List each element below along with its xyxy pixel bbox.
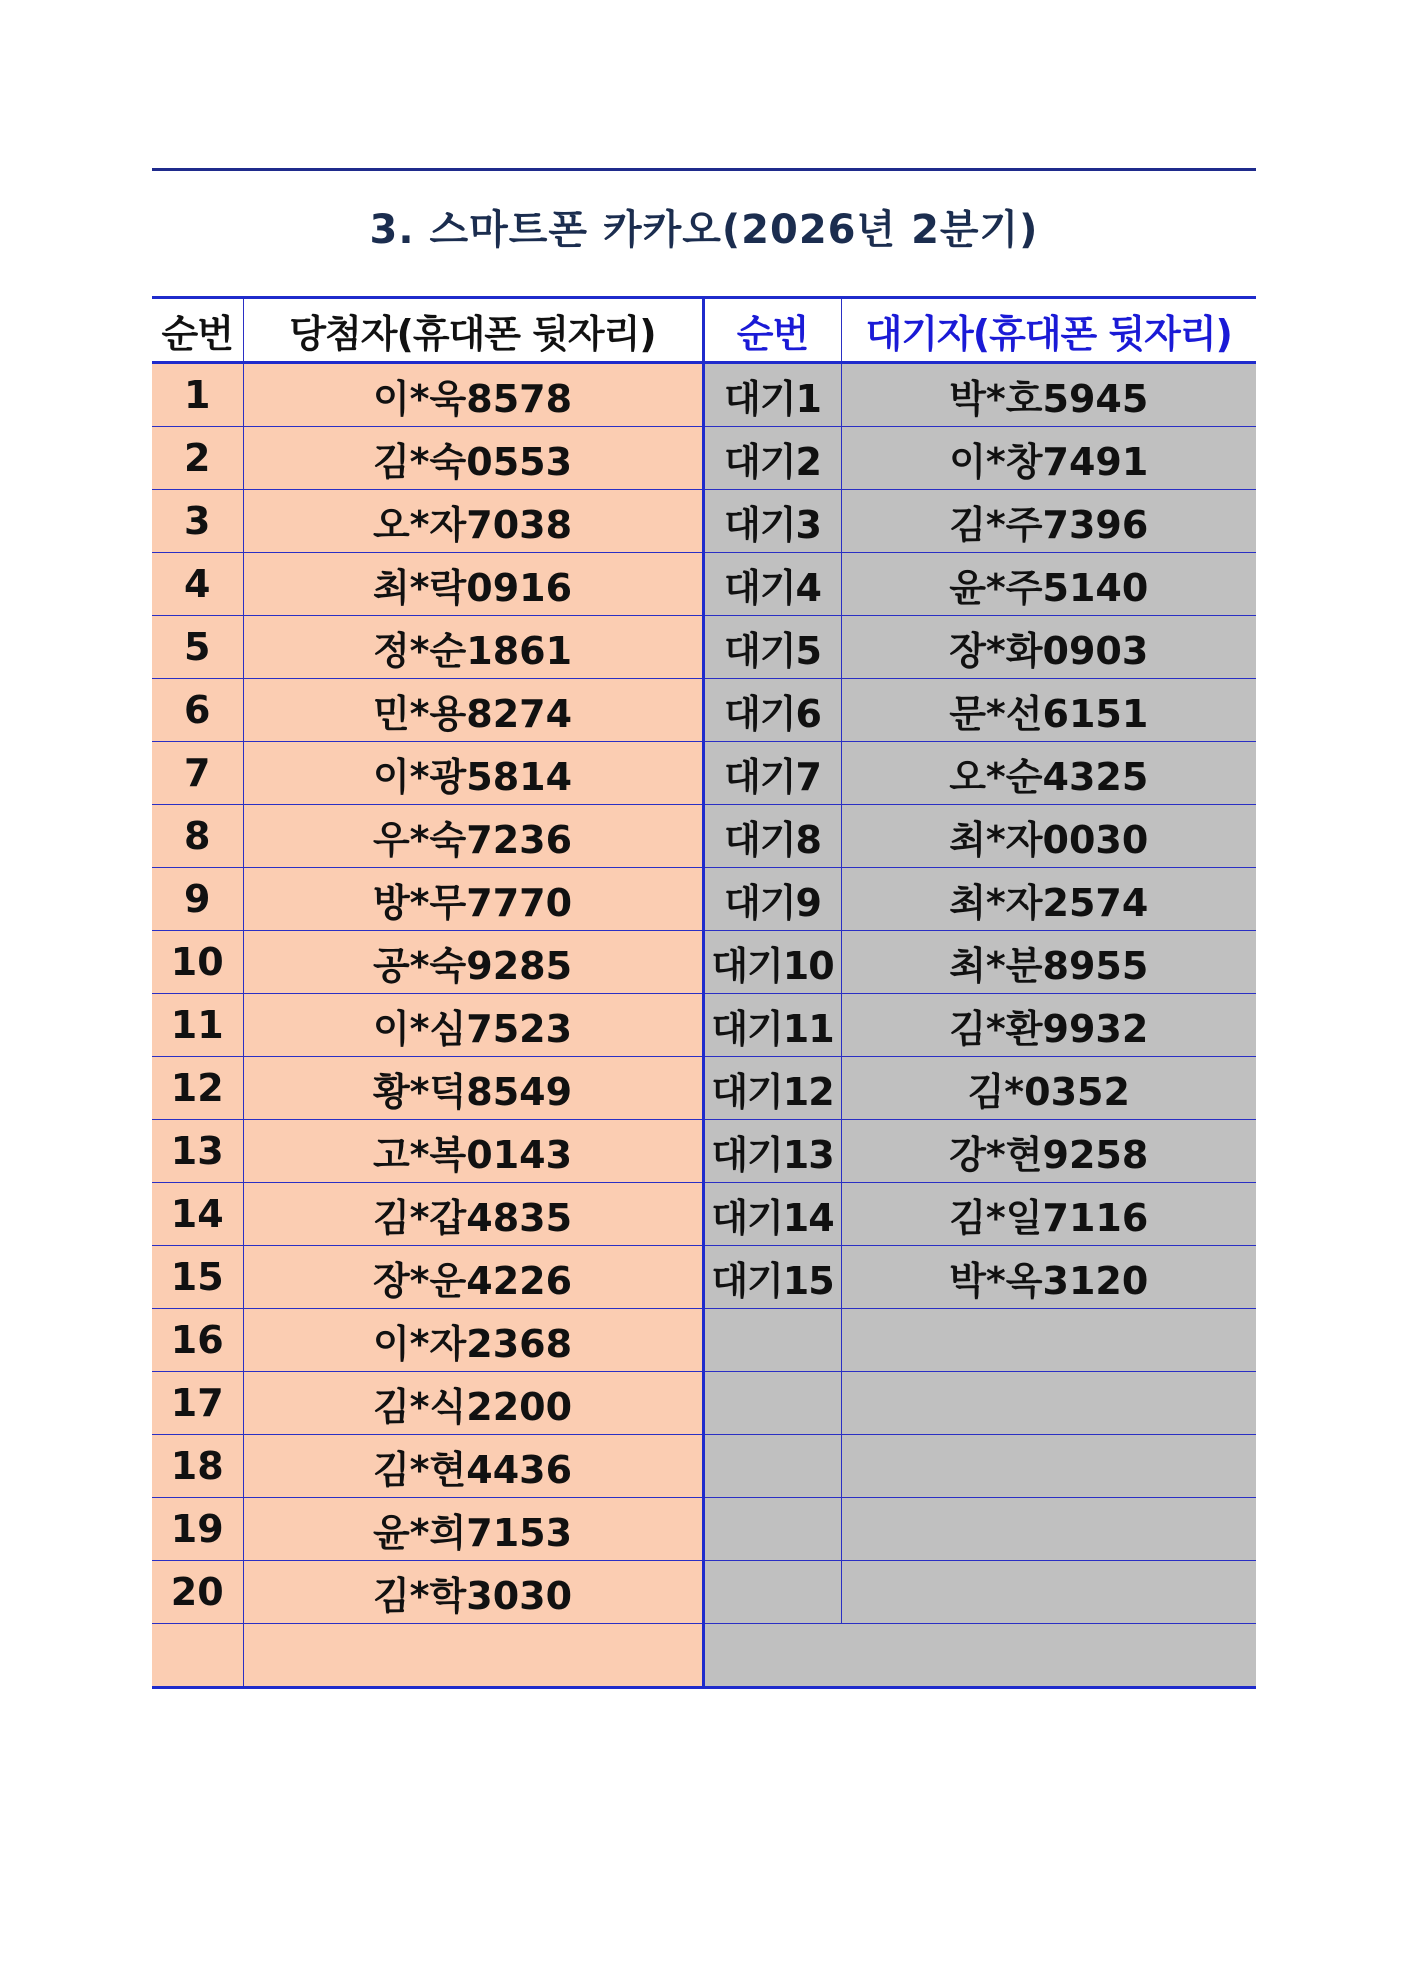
winner-name-cell: 민*용8274 [243,679,703,742]
table-row [152,742,1256,805]
waiting-name-cell: 김*0352 [841,1057,1256,1120]
winner-rank-cell: 6 [152,679,243,742]
table-row [152,616,1256,679]
waiting-name-cell: 김*환9932 [841,994,1256,1057]
waiting-rank-cell [703,1372,841,1435]
winner-name-cell: 김*식2200 [243,1372,703,1435]
winner-name-cell: 김*학3030 [243,1561,703,1624]
table-row [152,1624,1256,1688]
waiting-rank-cell: 대기10 [703,931,841,994]
winner-name-cell: 김*갑4835 [243,1183,703,1246]
winner-rank-cell: 17 [152,1372,243,1435]
winner-rank-cell [152,1624,243,1688]
lottery-table [152,296,1256,1689]
table-row [152,679,1256,742]
table-row [152,1372,1256,1435]
header-row [152,298,1256,363]
table-row [152,1057,1256,1120]
winner-name-cell: 황*덕8549 [243,1057,703,1120]
header-waiting-no: 순번 [703,298,841,363]
waiting-name-cell: 최*자0030 [841,805,1256,868]
winner-rank-cell: 8 [152,805,243,868]
winner-rank-cell: 7 [152,742,243,805]
winner-name-cell: 최*락0916 [243,553,703,616]
waiting-name-cell [841,1309,1256,1372]
table-row [152,994,1256,1057]
waiting-name-cell: 최*분8955 [841,931,1256,994]
winner-name-cell: 방*무7770 [243,868,703,931]
waiting-rank-cell: 대기13 [703,1120,841,1183]
winner-rank-cell: 16 [152,1309,243,1372]
page-title: 3. 스마트폰 카카오(2026년 2분기) [369,207,1039,253]
header-winner-no: 순번 [152,298,243,363]
waiting-name-cell [841,1435,1256,1498]
waiting-name-cell: 박*옥3120 [841,1246,1256,1309]
waiting-name-cell: 김*일7116 [841,1183,1256,1246]
waiting-rank-cell: 대기11 [703,994,841,1057]
winner-rank-cell: 4 [152,553,243,616]
waiting-rank-cell: 대기2 [703,427,841,490]
table-row [152,490,1256,553]
header-winner: 당첨자(휴대폰 뒷자리) [243,298,703,363]
table-row [152,427,1256,490]
winner-name-cell: 오*자7038 [243,490,703,553]
winner-name-cell: 정*순1861 [243,616,703,679]
waiting-name-cell: 김*주7396 [841,490,1256,553]
winner-rank-cell: 19 [152,1498,243,1561]
table-row [152,931,1256,994]
waiting-name-cell: 이*창7491 [841,427,1256,490]
waiting-name-cell: 문*선6151 [841,679,1256,742]
winner-rank-cell: 12 [152,1057,243,1120]
waiting-name-cell: 윤*주5140 [841,553,1256,616]
table-row [152,363,1256,427]
table-row [152,1120,1256,1183]
table-row [152,1309,1256,1372]
winner-rank-cell: 15 [152,1246,243,1309]
winner-rank-cell: 18 [152,1435,243,1498]
waiting-rank-cell [703,1498,841,1561]
waiting-name-cell: 오*순4325 [841,742,1256,805]
winner-rank-cell: 5 [152,616,243,679]
table-row [152,1435,1256,1498]
waiting-name-cell: 박*호5945 [841,363,1256,427]
table-row [152,868,1256,931]
waiting-rank-cell: 대기3 [703,490,841,553]
waiting-rank-cell [703,1561,841,1624]
winner-name-cell: 윤*희7153 [243,1498,703,1561]
table-row [152,1498,1256,1561]
winner-rank-cell: 2 [152,427,243,490]
table-row [152,553,1256,616]
winner-name-cell: 이*광5814 [243,742,703,805]
waiting-rank-cell: 대기14 [703,1183,841,1246]
top-rule [152,168,1256,171]
winner-rank-cell: 1 [152,363,243,427]
winner-rank-cell: 13 [152,1120,243,1183]
table-row [152,805,1256,868]
winner-rank-cell: 9 [152,868,243,931]
waiting-name-cell: 강*현9258 [841,1120,1256,1183]
waiting-rank-cell: 대기1 [703,363,841,427]
waiting-rank-cell: 대기6 [703,679,841,742]
waiting-empty-cell [703,1624,1256,1688]
winner-name-cell: 이*자2368 [243,1309,703,1372]
winner-rank-cell: 3 [152,490,243,553]
table-body [152,363,1256,1688]
waiting-rank-cell: 대기4 [703,553,841,616]
table-row [152,1183,1256,1246]
winner-name-cell: 이*심7523 [243,994,703,1057]
waiting-rank-cell: 대기5 [703,616,841,679]
winner-name-cell: 이*욱8578 [243,363,703,427]
header-waiting: 대기자(휴대폰 뒷자리) [841,298,1256,363]
winner-name-cell: 김*숙0553 [243,427,703,490]
waiting-rank-cell: 대기9 [703,868,841,931]
waiting-rank-cell: 대기7 [703,742,841,805]
winner-name-cell: 김*현4436 [243,1435,703,1498]
waiting-name-cell: 장*화0903 [841,616,1256,679]
winner-name-cell: 고*복0143 [243,1120,703,1183]
winner-name-cell: 우*숙7236 [243,805,703,868]
waiting-name-cell: 최*자2574 [841,868,1256,931]
waiting-rank-cell [703,1435,841,1498]
waiting-rank-cell: 대기8 [703,805,841,868]
winner-rank-cell: 11 [152,994,243,1057]
winner-rank-cell: 10 [152,931,243,994]
waiting-name-cell [841,1561,1256,1624]
winner-name-cell: 공*숙9285 [243,931,703,994]
winner-name-cell: 장*운4226 [243,1246,703,1309]
waiting-rank-cell: 대기15 [703,1246,841,1309]
winner-rank-cell: 20 [152,1561,243,1624]
waiting-rank-cell [703,1309,841,1372]
winner-name-cell [243,1624,703,1688]
table-row [152,1246,1256,1309]
waiting-name-cell [841,1372,1256,1435]
winner-rank-cell: 14 [152,1183,243,1246]
waiting-rank-cell: 대기12 [703,1057,841,1120]
waiting-name-cell [841,1498,1256,1561]
table-row [152,1561,1256,1624]
